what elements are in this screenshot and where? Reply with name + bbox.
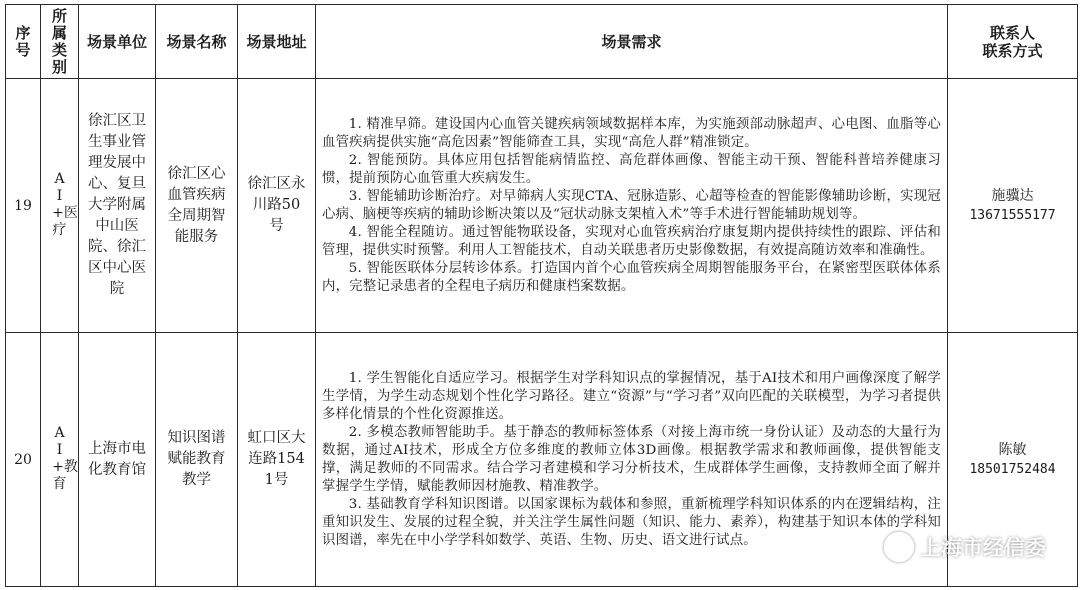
row-contact xyxy=(948,79,1078,333)
contact-phone: 18501752484 xyxy=(969,461,1056,477)
row-category: AI+教育 xyxy=(41,333,79,587)
row-needs xyxy=(316,79,948,333)
header-contact: 联系人 联系方式 xyxy=(948,5,1078,79)
table-row xyxy=(6,333,1078,587)
need-item: 3. 智能辅助诊断治疗。对早筛病人实现CTA、冠脉造影、心超等检查的智能影像辅助诊断，实现冠心病、脑梗等疾病的辅助诊断决策以及“冠状动脉支架植入术”等手术进行智能辅助规划等。 xyxy=(322,188,941,222)
need-item: 2. 多模态教师智能助手。基于静态的教师标签体系（对接上海市统一身份认证）及动态的大量行为数据，通过AI技术，形成全方位多维度的教师立体3D画像。根据教学需求和教师画像，提供智能支撑，满足教师的不同需求。结合学习者建模和学习分析技术，生成群体学生画像，支持教师全面了解并掌握学生学情，赋能教师因材施教、精准教学。 xyxy=(322,424,941,494)
row-unit: 徐汇区卫生事业管理发展中心、复旦大学附属中山医院、徐汇区中心医院 xyxy=(79,79,156,333)
need-item: 1. 精准早筛。建设国内心血管关键疾病领域数据样本库，为实施颈部动脉超声、心电图、血脂等心血管疾病提供实施“高危因素”智能筛查工具，实现“高危人群”精准锁定。 xyxy=(322,116,941,150)
header-needs: 场景需求 xyxy=(316,5,948,79)
need-item: 3. 基础教育学科知识图谱。以国家课标为载体和参照，重新梳理学科知识体系的内在逻辑结构，注重知识发生、发展的过程全貌，并关注学生属性问题（知识、能力、素养），构建基于知识本体的学科知识图谱，率先在中小学学科如数学、英语、生物、历史、语文进行试点。 xyxy=(322,496,941,548)
contact-name: 施骥达 xyxy=(991,187,1034,204)
row-name: 徐汇区心血管疾病全周期智能服务 xyxy=(156,79,238,333)
header-category: 所属类别 xyxy=(41,5,79,79)
row-category: AI+医疗 xyxy=(41,79,79,333)
need-item: 4. 智能全程随访。通过智能物联设备，实现对心血管疾病治疗康复期内提供持续性的跟踪、评估和管理，提供实时预警。利用人工智能技术，自动关联患者历史影像数据，有效提高随访效率和准确性。 xyxy=(322,224,941,258)
header-name: 场景名称 xyxy=(156,5,238,79)
need-item: 5. 智能医联体分层转诊体系。打造国内首个心血管疾病全周期智能服务平台，在紧密型医联体体系内，完整记录患者的全程电子病历和健康档案数据。 xyxy=(322,260,941,294)
row-needs xyxy=(316,333,948,587)
need-item: 1. 学生智能化自适应学习。根据学生对学科知识点的掌握情况，基于AI技术和用户画像深度了解学生学情，为学生动态规划个性化学习路径。建立“资源”与“学习者”双向匹配的关联模型，为学习者提供多样化情景的个性化资源推送。 xyxy=(322,370,941,422)
contact-phone: 13671555177 xyxy=(969,207,1056,223)
watermark-text: 上海市经信委 xyxy=(920,536,1046,560)
row-address: 徐汇区永川路50号 xyxy=(238,79,316,333)
row-name: 知识图谱赋能教育教学 xyxy=(156,333,238,587)
scenario-table xyxy=(5,4,1078,587)
row-seq: 19 xyxy=(6,79,41,333)
row-address: 虹口区大连路1541号 xyxy=(238,333,316,587)
row-contact xyxy=(948,333,1078,587)
row-seq: 20 xyxy=(6,333,41,587)
need-item: 2. 智能预防。具体应用包括智能病情监控、高危群体画像、智能主动干预、智能科普培养健康习惯，提前预防心血管重大疾病发生。 xyxy=(322,152,941,186)
header-seq: 序号 xyxy=(6,5,41,79)
contact-name: 陈敏 xyxy=(998,441,1027,458)
table-row xyxy=(6,79,1078,333)
header-unit: 场景单位 xyxy=(79,5,156,79)
header-address: 场景地址 xyxy=(238,5,316,79)
row-unit: 上海市电化教育馆 xyxy=(79,333,156,587)
header-row xyxy=(6,5,1078,79)
